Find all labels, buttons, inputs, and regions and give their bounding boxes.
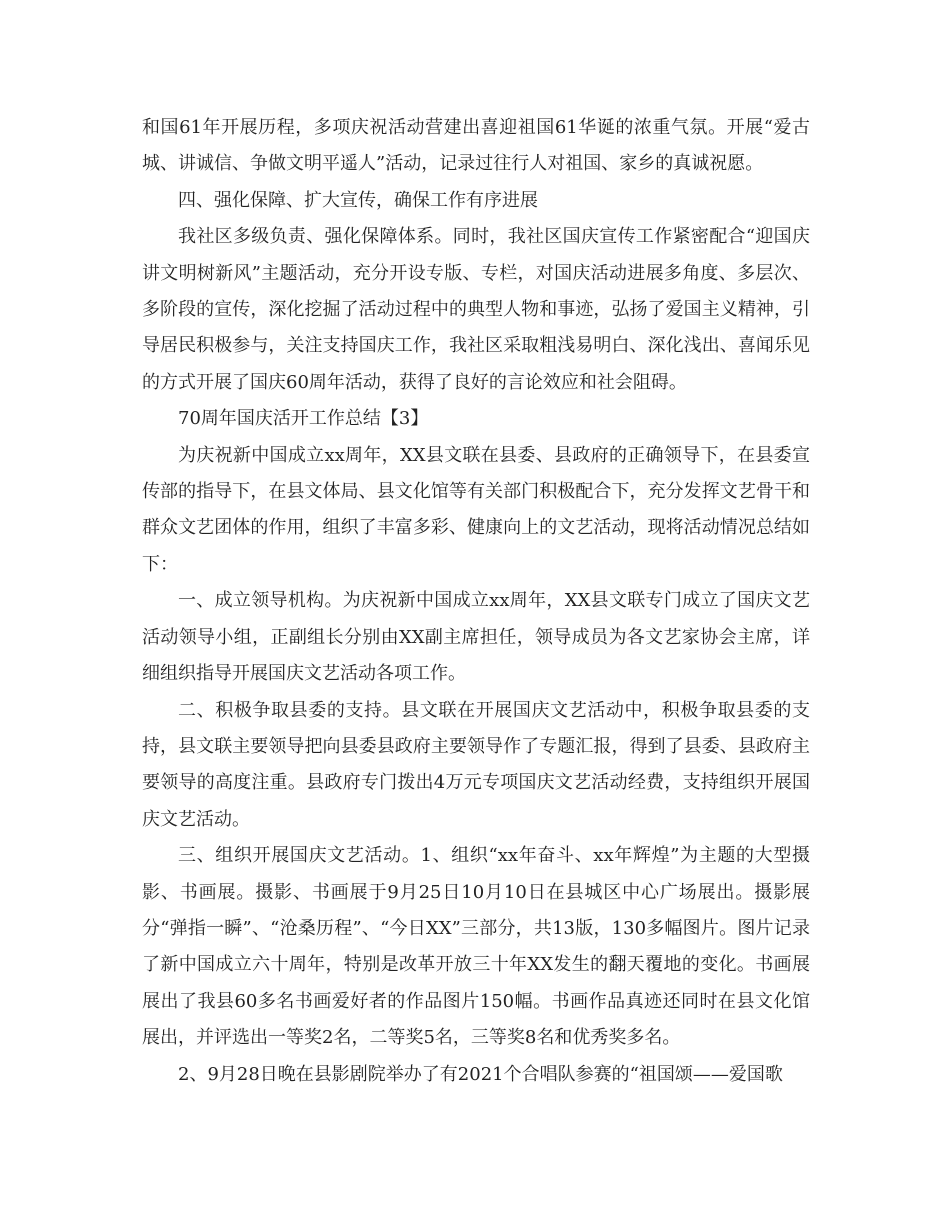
paragraph-activities: 三、组织开展国庆文艺活动。1、组织“xx年奋斗、xx年辉煌”为主题的大型摄影、书画展。摄影、书画展于9月25日10月10日在县城区中心广场展出。摄影展分“弹指一瞬”、“沧桑历程”、“今日XX”三部分，共13版，130多幅图片。图片记录了新中国成立六十周年，特别是改革开放三十年XX发生的翻天覆地的变化。书画展展出了我县60多名书画爱好者的作品图片150幅。书画作品真迹还同时在县文化馆展出，并评选出一等奖2名，二等奖5名，三等奖8名和优秀奖多名。 [142, 845, 810, 1049]
paragraph-county-support: 二、积极争取县委的支持。县文联在开展国庆文艺活动中，积极争取县委的支持，县文联主要领导把向县委县政府主要领导作了专题汇报，得到了县委、县政府主要领导的高度注重。县政府专门拨出4万元专项国庆文艺活动经费，支持组织开展国庆文艺活动。 [142, 699, 810, 830]
paragraph-leadership: 一、成立领导机构。为庆祝新中国成立xx周年，XX县文联专门成立了国庆文艺活动领导小组，正副组长分别由XX副主席担任，领导成员为各文艺家协会主席，详细组织指导开展国庆文艺活动各项工作。 [142, 590, 810, 685]
document-body [142, 110, 810, 1093]
article-title-3: 70周年国庆活开工作总结【3】 [178, 408, 429, 430]
paragraph-continued: 和国61年开展历程，多项庆祝活动营建出喜迎祖国61华诞的浓重气氛。开展“爱古城、讲诚信、争做文明平遥人”活动，记录过往行人对祖国、家乡的真诚祝愿。 [142, 117, 810, 175]
paragraph-community-publicity: 我社区多级负责、强化保障体系。同时，我社区国庆宣传工作紧密配合“迎国庆讲文明树新风”主题活动，充分开设专版、专栏，对国庆活动进展多角度、多层次、多阶段的宣传，深化挖掘了活动过程中的典型人物和事迹，弘扬了爱国主义精神，引导居民积极参与，关注支持国庆工作，我社区采取粗浅易明白、深化浅出、喜闻乐见的方式开展了国庆60周年活动，获得了良好的言论效应和社会阻碍。 [142, 226, 810, 393]
paragraph-intro: 为庆祝新中国成立xx周年，XX县文联在县委、县政府的正确领导下，在县委宣传部的指导下，在县文体局、县文化馆等有关部门积极配合下，充分发挥文艺骨干和群众文艺团体的作用，组织了丰富多彩、健康向上的文艺活动，现将活动情况总结如下： [142, 444, 810, 575]
paragraph-choir-contest: 2、9月28日晚在县影剧院举办了有2021个合唱队参赛的“祖国颂——爱国歌 [178, 1063, 783, 1085]
section-heading-4: 四、强化保障、扩大宣传，确保工作有序进展 [178, 189, 538, 211]
